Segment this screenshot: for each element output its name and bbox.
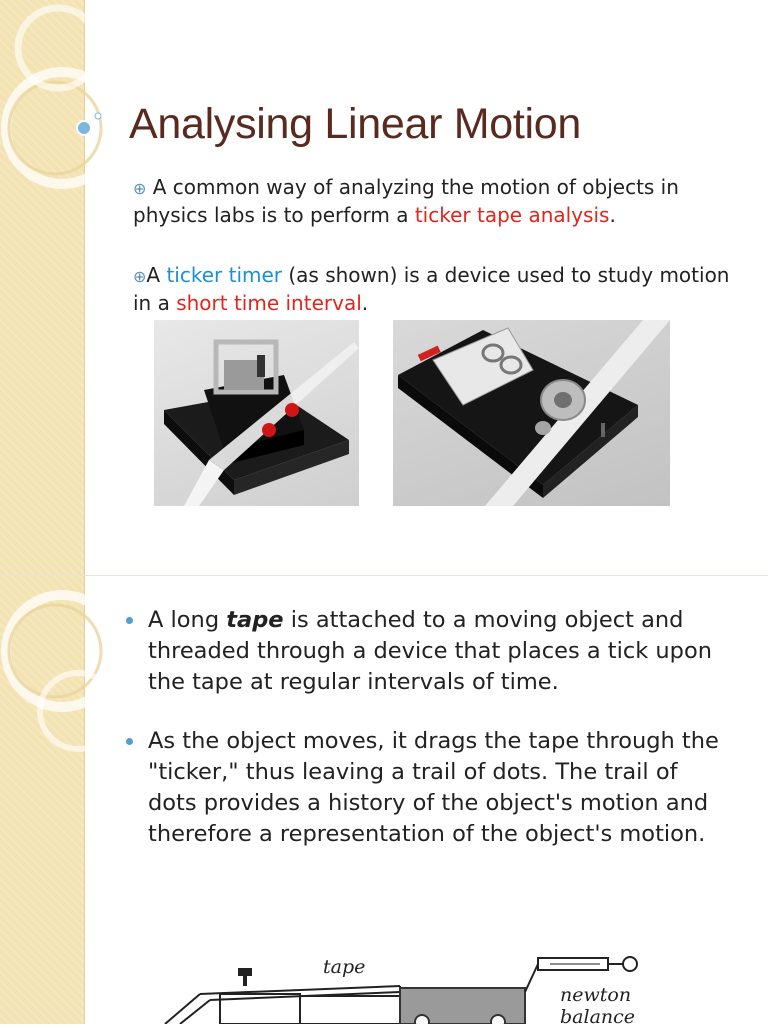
bullet1-rest: is attached to a moving object and threaded through a device that places a tick upon the tape at regular intervals of time. <box>148 607 712 695</box>
ticker-timer-photo-1 <box>154 320 359 506</box>
list-item <box>120 605 730 698</box>
round-bullet-icon <box>126 617 133 624</box>
bullet2-text: As the object moves, it drags the tape through the "ticker," thus leaving a trail of dots. The trail of dots provides a history of the object's motion and therefore a representation of the object's motion. <box>148 728 719 847</box>
bullet1-start: A long <box>148 607 227 633</box>
tape-emphasis: tape <box>226 607 284 633</box>
para2-start: A <box>146 263 167 287</box>
diagram-label-tape: tape <box>323 956 366 978</box>
para2-mid: (as shown) is a device used to study motion in a <box>133 263 730 315</box>
ticker-tape-analysis-highlight: ticker tape analysis <box>414 203 610 227</box>
ticker-timer-highlight: ticker timer <box>166 263 283 287</box>
circle-plus-bullet-icon: ⊕ <box>133 267 147 286</box>
short-time-interval-highlight: short time interval <box>176 291 362 315</box>
bullet-list <box>120 605 730 878</box>
list-item <box>120 726 730 850</box>
paragraph-ticker-tape <box>133 174 733 228</box>
diagram-label-balance: balance <box>560 1006 636 1028</box>
slide-title: Analysing Linear Motion <box>129 100 582 148</box>
paragraph-ticker-timer <box>133 262 733 316</box>
para1-end: . <box>609 203 616 227</box>
para1-text: A common way of analyzing the motion of objects in physics labs is to perform a <box>133 175 679 227</box>
para2-end: . <box>361 291 369 315</box>
diagram-label-newton: newton <box>560 984 632 1006</box>
round-bullet-icon <box>126 738 133 745</box>
circle-plus-bullet-icon: ⊕ <box>133 179 147 198</box>
ticker-trolley-diagram <box>160 944 720 1028</box>
ticker-timer-photo-2 <box>393 320 670 506</box>
